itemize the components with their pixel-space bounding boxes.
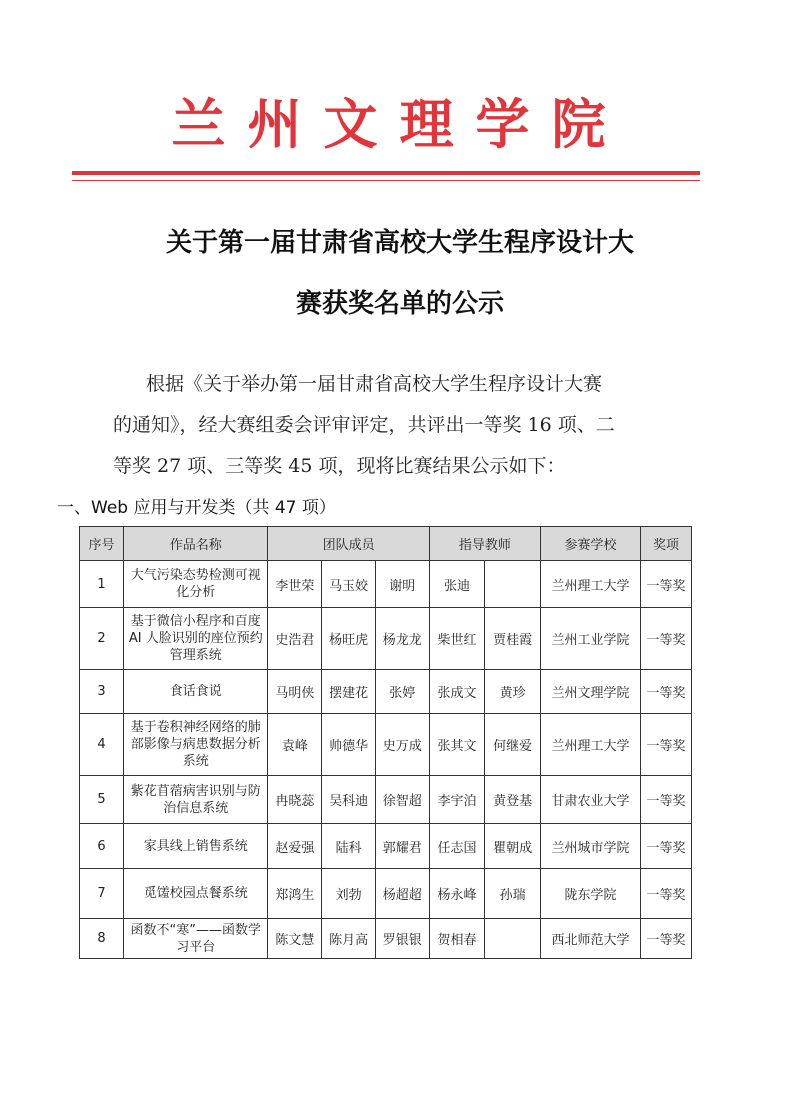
cell-work: 食话食说 xyxy=(124,670,268,714)
table-row xyxy=(80,714,692,776)
cell-teacher-1: 张其文 xyxy=(429,714,485,776)
document-title-line2: 赛获奖名单的公示 xyxy=(295,289,504,319)
cell-school: 甘肃农业大学 xyxy=(541,776,641,824)
paragraph-line1 xyxy=(100,366,700,403)
cell-seq: 5 xyxy=(80,776,124,824)
table-row xyxy=(80,869,692,919)
cell-teacher-2: 孙瑞 xyxy=(485,869,541,919)
cell-award: 一等奖 xyxy=(641,561,692,608)
cell-member-1: 赵爱强 xyxy=(268,824,322,869)
header-work: 作品名称 xyxy=(124,527,268,561)
cell-member-3: 张婷 xyxy=(375,670,429,714)
table-row xyxy=(80,670,692,714)
cell-seq: 4 xyxy=(80,714,124,776)
cell-teacher-2: 黄珍 xyxy=(485,670,541,714)
cell-teacher-1: 任志国 xyxy=(429,824,485,869)
header-school: 参赛学校 xyxy=(541,527,641,561)
cell-work: 家具线上销售系统 xyxy=(124,824,268,869)
cell-award: 一等奖 xyxy=(641,608,692,670)
cell-award: 一等奖 xyxy=(641,919,692,959)
cell-member-3: 杨龙龙 xyxy=(375,608,429,670)
cell-member-2: 杨旺虎 xyxy=(322,608,376,670)
cell-seq: 1 xyxy=(80,561,124,608)
header-teachers: 指导教师 xyxy=(429,527,540,561)
cell-work: 基于微信小程序和百度 AI 人脸识别的座位预约管理系统 xyxy=(124,608,268,670)
cell-member-3: 史万成 xyxy=(375,714,429,776)
cell-member-1: 马明侠 xyxy=(268,670,322,714)
letterhead-title: 兰州文理学院 xyxy=(171,92,628,156)
cell-teacher-2: 何继爱 xyxy=(485,714,541,776)
table-row xyxy=(80,919,692,959)
cell-member-2: 帅德华 xyxy=(322,714,376,776)
cell-award: 一等奖 xyxy=(641,824,692,869)
cell-school: 陇东学院 xyxy=(541,869,641,919)
cell-teacher-2: 瞿朝成 xyxy=(485,824,541,869)
cell-member-3: 谢明 xyxy=(375,561,429,608)
cell-teacher-1: 李宇泊 xyxy=(429,776,485,824)
cell-teacher-2 xyxy=(485,561,541,608)
cell-member-2: 陆科 xyxy=(322,824,376,869)
cell-school: 兰州理工大学 xyxy=(541,714,641,776)
cell-school: 西北师范大学 xyxy=(541,919,641,959)
cell-school: 兰州工业学院 xyxy=(541,608,641,670)
cell-member-1: 李世荣 xyxy=(268,561,322,608)
cell-award: 一等奖 xyxy=(641,670,692,714)
cell-teacher-2 xyxy=(485,919,541,959)
section-heading: 一、Web 应用与开发类（共 47 项） xyxy=(57,498,336,518)
cell-member-1: 冉晓蕊 xyxy=(268,776,322,824)
table-row xyxy=(80,776,692,824)
cell-member-1: 袁峰 xyxy=(268,714,322,776)
header-award: 奖项 xyxy=(641,527,692,561)
cell-member-1: 郑鸿生 xyxy=(268,869,322,919)
cell-work: 觅馐校园点餐系统 xyxy=(124,869,268,919)
cell-award: 一等奖 xyxy=(641,714,692,776)
cell-teacher-1: 杨永峰 xyxy=(429,869,485,919)
cell-member-2: 吴科迪 xyxy=(322,776,376,824)
cell-member-2: 刘勃 xyxy=(322,869,376,919)
letterhead-divider-thin xyxy=(72,180,700,181)
cell-work: 函数不“寒”——函数学习平台 xyxy=(124,919,268,959)
header-seq: 序号 xyxy=(80,527,124,561)
cell-teacher-1: 张迪 xyxy=(429,561,485,608)
cell-member-1: 陈文慧 xyxy=(268,919,322,959)
cell-school: 兰州城市学院 xyxy=(541,824,641,869)
cell-award: 一等奖 xyxy=(641,776,692,824)
cell-seq: 7 xyxy=(80,869,124,919)
document-title-line1: 关于第一届甘肃省高校大学生程序设计大 xyxy=(165,228,634,258)
paragraph-text-1: 根据《关于举办第一届甘肃省高校大学生程序设计大赛 xyxy=(146,373,603,395)
cell-seq: 3 xyxy=(80,670,124,714)
cell-teacher-1: 柴世红 xyxy=(429,608,485,670)
cell-teacher-1: 贺相春 xyxy=(429,919,485,959)
cell-school: 兰州理工大学 xyxy=(541,561,641,608)
table-row xyxy=(80,561,692,608)
cell-member-3: 罗银银 xyxy=(375,919,429,959)
cell-seq: 2 xyxy=(80,608,124,670)
cell-member-2: 陈月高 xyxy=(322,919,376,959)
cell-member-2: 马玉姣 xyxy=(322,561,376,608)
paragraph-line2: 的通知》，经大赛组委会评审评定，共评出一等奖 16 项、二 xyxy=(113,414,615,436)
cell-award: 一等奖 xyxy=(641,869,692,919)
cell-member-3: 徐智超 xyxy=(375,776,429,824)
awards-table xyxy=(79,526,692,959)
header-members: 团队成员 xyxy=(268,527,429,561)
cell-work: 基于卷积神经网络的肺部影像与病患数据分析系统 xyxy=(124,714,268,776)
table-row xyxy=(80,824,692,869)
cell-work: 紫花苜蓿病害识别与防治信息系统 xyxy=(124,776,268,824)
cell-seq: 6 xyxy=(80,824,124,869)
table-row xyxy=(80,608,692,670)
cell-teacher-2: 贾桂霞 xyxy=(485,608,541,670)
cell-work: 大气污染态势检测可视化分析 xyxy=(124,561,268,608)
cell-member-2: 摆建花 xyxy=(322,670,376,714)
letterhead-divider-thick xyxy=(72,171,700,175)
cell-seq: 8 xyxy=(80,919,124,959)
table-body xyxy=(80,561,692,959)
cell-teacher-2: 黄登基 xyxy=(485,776,541,824)
cell-teacher-1: 张成文 xyxy=(429,670,485,714)
cell-member-3: 杨超超 xyxy=(375,869,429,919)
table-header-row xyxy=(80,527,692,561)
cell-member-3: 郭耀君 xyxy=(375,824,429,869)
cell-school: 兰州文理学院 xyxy=(541,670,641,714)
cell-member-1: 史浩君 xyxy=(268,608,322,670)
paragraph-line3: 等奖 27 项、三等奖 45 项，现将比赛结果公示如下： xyxy=(113,455,566,477)
